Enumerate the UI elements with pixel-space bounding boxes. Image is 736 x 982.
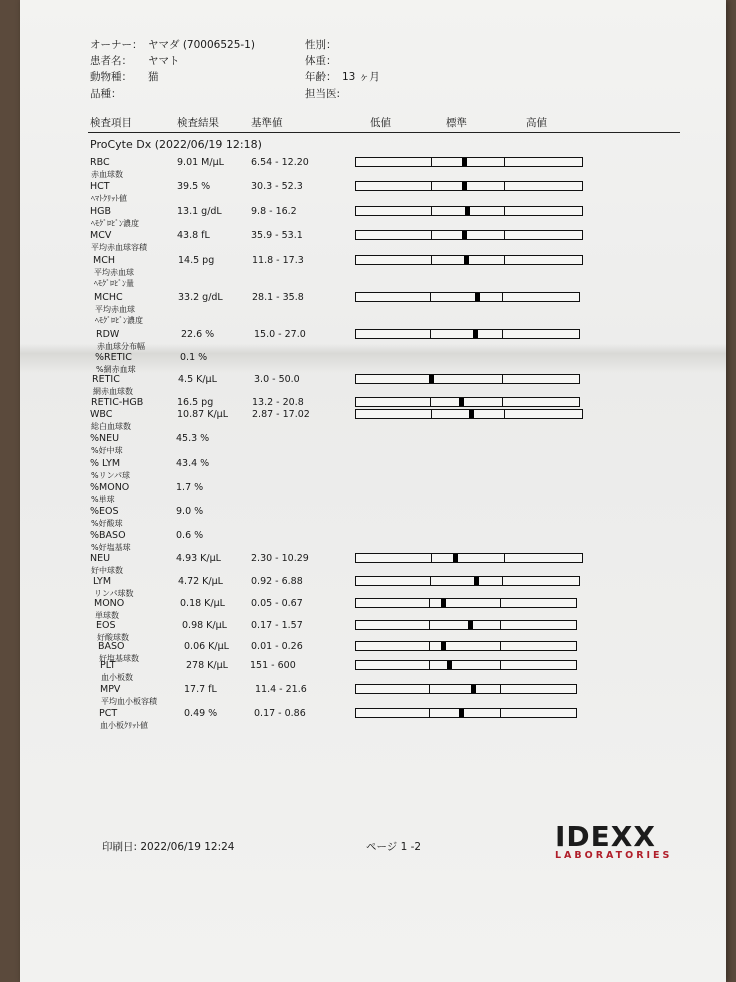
test-code: EOS	[96, 620, 116, 631]
range-bar	[355, 598, 577, 608]
test-result: 0.49 %	[184, 708, 218, 719]
reference-range: 151 - 600	[250, 660, 296, 671]
test-code: RETIC	[92, 374, 120, 385]
bar-divider	[500, 684, 501, 694]
test-result: 0.1 %	[180, 352, 208, 363]
result-marker	[468, 621, 473, 629]
test-name-jp: 血小板数	[101, 673, 133, 682]
test-name-jp: %好中球	[91, 446, 123, 455]
test-result: 22.6 %	[181, 329, 215, 340]
bar-divider	[431, 206, 432, 216]
bar-divider	[504, 206, 505, 216]
bar-divider	[502, 374, 503, 384]
test-name-jp: 網赤血球数	[93, 387, 133, 396]
range-bar	[355, 409, 583, 419]
bar-divider	[430, 329, 431, 339]
reference-range: 28.1 - 35.8	[252, 292, 304, 303]
test-code: % LYM	[90, 458, 121, 469]
result-marker	[469, 410, 474, 418]
test-name-jp: 好中球数	[91, 566, 123, 575]
range-bar	[355, 576, 580, 586]
owner-label: オーナー：	[90, 39, 143, 51]
bar-divider	[502, 397, 503, 407]
range-bar	[355, 255, 583, 265]
bar-divider	[500, 598, 501, 608]
logo-main-text: IDEXX	[555, 820, 656, 853]
bar-divider	[430, 397, 431, 407]
page-number: ページ 1 -2	[366, 841, 422, 853]
bar-divider	[431, 409, 432, 419]
range-bar	[355, 684, 577, 694]
age-value: 13 ヶ月	[342, 71, 380, 83]
test-name-jp: 好酸球数	[97, 633, 129, 642]
weight-label: 体重：	[305, 55, 337, 67]
test-code: PCT	[99, 708, 118, 719]
test-name-jp: ﾍﾏﾄｸﾘｯﾄ値	[91, 194, 127, 203]
reference-range: 0.17 - 1.57	[251, 620, 303, 631]
bar-divider	[502, 576, 503, 586]
test-code: LYM	[93, 576, 112, 587]
bar-divider	[431, 230, 432, 240]
test-name-jp: 血小板ｸﾘｯﾄ値	[100, 721, 148, 730]
test-result: 13.1 g/dL	[177, 206, 222, 217]
test-result: 0.18 K/μL	[180, 598, 225, 609]
reference-range: 35.9 - 53.1	[251, 230, 303, 241]
age-label: 年齢：	[305, 71, 337, 83]
test-result: 16.5 pg	[177, 397, 214, 408]
test-result: 33.2 g/dL	[178, 292, 223, 303]
bar-divider	[504, 181, 505, 191]
bar-divider	[500, 708, 501, 718]
test-code: %EOS	[90, 506, 119, 517]
test-result: 0.06 K/μL	[184, 641, 229, 652]
reference-range: 2.87 - 17.02	[252, 409, 310, 420]
test-code: HCT	[90, 181, 110, 192]
test-name-jp: 赤血球数	[91, 170, 123, 179]
test-code: %RETIC	[95, 352, 132, 363]
bar-divider	[502, 292, 503, 302]
test-code: MONO	[94, 598, 125, 609]
test-result: 39.5 %	[177, 181, 211, 192]
bar-divider	[504, 230, 505, 240]
test-result: 9.0 %	[176, 506, 204, 517]
test-result: 278 K/μL	[186, 660, 228, 671]
test-result: 1.7 %	[176, 482, 204, 493]
col-reference: 基準値	[251, 117, 283, 129]
header-rule	[88, 132, 680, 133]
range-bar	[355, 641, 577, 651]
test-code: %BASO	[90, 530, 126, 541]
idexx-logo	[555, 820, 656, 853]
test-result: 4.5 K/μL	[178, 374, 217, 385]
test-result: 43.4 %	[176, 458, 210, 469]
test-code: BASO	[98, 641, 125, 652]
range-bar	[355, 374, 580, 384]
test-result: 4.93 K/μL	[176, 553, 221, 564]
bar-divider	[500, 641, 501, 651]
result-marker	[459, 709, 464, 717]
col-high: 高値	[526, 117, 547, 129]
test-name-jp: 平均赤血球	[95, 305, 135, 314]
result-marker	[464, 256, 469, 264]
owner-value: ヤマダ (70006525-1)	[148, 39, 255, 51]
result-marker	[475, 293, 480, 301]
test-name-jp: ﾍﾓｸﾞﾛﾋﾞﾝ濃度	[91, 219, 139, 228]
result-marker	[441, 642, 446, 650]
range-bar	[355, 230, 583, 240]
reference-range: 0.92 - 6.88	[251, 576, 303, 587]
range-bar	[355, 292, 580, 302]
test-code: WBC	[90, 409, 113, 420]
laboratories-text: LABORATORIES	[555, 850, 673, 861]
doctor-label: 担当医:	[305, 88, 341, 100]
test-name-jp: 好塩基球数	[99, 654, 139, 663]
test-code: MCHC	[94, 292, 123, 303]
result-marker	[473, 330, 478, 338]
range-bar	[355, 157, 583, 167]
test-code: RBC	[90, 157, 110, 168]
bar-divider	[500, 660, 501, 670]
test-name-jp: 総白血球数	[91, 422, 131, 431]
bar-divider	[500, 620, 501, 630]
bar-divider	[430, 292, 431, 302]
test-name-jp: 平均赤血球容積	[91, 243, 147, 252]
test-code: MPV	[100, 684, 121, 695]
result-marker	[429, 375, 434, 383]
reference-range: 15.0 - 27.0	[254, 329, 306, 340]
result-marker	[474, 577, 479, 585]
bar-divider	[429, 660, 430, 670]
test-code: NEU	[90, 553, 111, 564]
reference-range: 11.8 - 17.3	[252, 255, 304, 266]
col-result: 検査結果	[177, 117, 219, 129]
bar-divider	[429, 708, 430, 718]
bar-divider	[504, 255, 505, 265]
test-code: MCV	[90, 230, 112, 241]
section-title: ProCyte Dx (2022/06/19 12:18)	[90, 138, 262, 151]
test-name-jp: 平均血小板容積	[101, 697, 157, 706]
col-item: 検査項目	[90, 117, 132, 129]
test-name-jp: リンパ球数	[94, 589, 134, 598]
reference-range: 0.05 - 0.67	[251, 598, 303, 609]
test-code: RDW	[96, 329, 120, 340]
result-marker	[447, 661, 452, 669]
bar-divider	[504, 409, 505, 419]
test-result: 9.01 M/μL	[177, 157, 224, 168]
reference-range: 2.30 - 10.29	[251, 553, 309, 564]
reference-range: 0.01 - 0.26	[251, 641, 303, 652]
test-name-jp: ﾍﾓｸﾞﾛﾋﾞﾝ量	[94, 279, 134, 288]
test-name-jp: %リンパ球	[91, 471, 131, 480]
test-name-jp: %好塩基球	[91, 543, 131, 552]
reference-range: 30.3 - 52.3	[251, 181, 303, 192]
bar-divider	[504, 157, 505, 167]
test-name-jp: %単球	[91, 495, 115, 504]
bar-divider	[502, 329, 503, 339]
col-normal: 標準	[446, 117, 467, 129]
species-label: 動物種：	[90, 71, 132, 83]
test-name-jp: 単球数	[95, 611, 119, 620]
test-result: 14.5 pg	[178, 255, 215, 266]
printed-date: 印刷日: 2022/06/19 12:24	[102, 841, 235, 853]
range-bar	[355, 181, 583, 191]
range-bar	[355, 206, 583, 216]
bar-divider	[429, 641, 430, 651]
sex-label: 性別：	[305, 39, 337, 51]
test-name-jp: %網赤血球	[96, 365, 136, 374]
test-result: 0.98 K/μL	[182, 620, 227, 631]
range-bar	[355, 329, 580, 339]
result-marker	[459, 398, 464, 406]
species-value: 猫	[148, 71, 159, 83]
result-marker	[462, 158, 467, 166]
test-code: %MONO	[90, 482, 130, 493]
result-marker	[441, 599, 446, 607]
result-marker	[471, 685, 476, 693]
test-name-jp: 赤血球分布幅	[97, 342, 145, 351]
test-name-jp: 平均赤血球	[94, 268, 134, 277]
test-name-jp: ﾍﾓｸﾞﾛﾋﾞﾝ濃度	[95, 316, 143, 325]
result-marker	[465, 207, 470, 215]
reference-range: 13.2 - 20.8	[252, 397, 304, 408]
reference-range: 9.8 - 16.2	[251, 206, 297, 217]
bar-divider	[429, 620, 430, 630]
report-paper	[20, 0, 726, 982]
bar-divider	[431, 181, 432, 191]
breed-label: 品種：	[90, 88, 122, 100]
result-marker	[453, 554, 458, 562]
test-result: 43.8 fL	[177, 230, 210, 241]
bar-divider	[431, 157, 432, 167]
name-value: ヤマト	[148, 55, 180, 67]
reference-range: 0.17 - 0.86	[254, 708, 306, 719]
test-result: 10.87 K/μL	[177, 409, 228, 420]
name-label: 患者名：	[90, 55, 132, 67]
range-bar	[355, 708, 577, 718]
test-name-jp: %好酸球	[91, 519, 123, 528]
bar-divider	[431, 255, 432, 265]
test-result: 4.72 K/μL	[178, 576, 223, 587]
test-code: RETIC-HGB	[91, 397, 144, 408]
reference-range: 3.0 - 50.0	[254, 374, 300, 385]
bar-divider	[429, 598, 430, 608]
test-result: 17.7 fL	[184, 684, 217, 695]
test-result: 45.3 %	[176, 433, 210, 444]
reference-range: 11.4 - 21.6	[255, 684, 307, 695]
test-result: 0.6 %	[176, 530, 204, 541]
test-code: %NEU	[90, 433, 120, 444]
test-code: MCH	[93, 255, 115, 266]
bar-divider	[430, 576, 431, 586]
bar-divider	[429, 684, 430, 694]
test-code: PLT	[100, 660, 116, 671]
result-marker	[462, 231, 467, 239]
col-low: 低値	[370, 117, 391, 129]
bar-divider	[431, 553, 432, 563]
range-bar	[355, 397, 580, 407]
test-code: HGB	[90, 206, 112, 217]
result-marker	[462, 182, 467, 190]
reference-range: 6.54 - 12.20	[251, 157, 309, 168]
bar-divider	[504, 553, 505, 563]
range-bar	[355, 660, 577, 670]
range-bar	[355, 620, 577, 630]
range-bar	[355, 553, 583, 563]
